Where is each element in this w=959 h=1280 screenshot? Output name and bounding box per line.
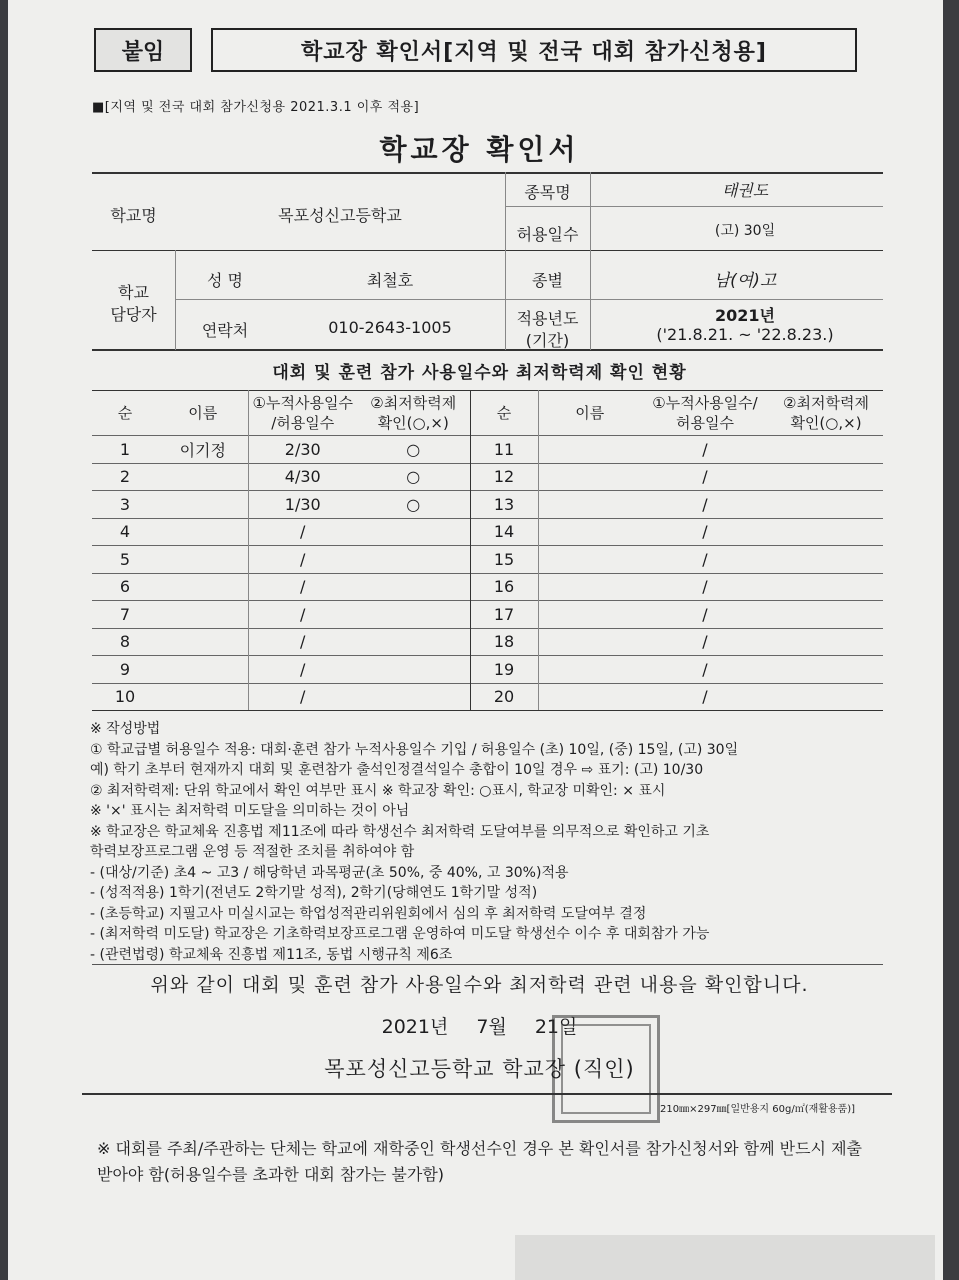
- row-days: 2/30: [248, 436, 357, 464]
- year-label-line1: 적용년도: [516, 309, 579, 328]
- row-name: 이기정: [158, 436, 248, 464]
- table-row: [92, 491, 883, 519]
- row-days-right: /: [641, 436, 769, 464]
- row-days: /: [248, 518, 357, 546]
- row-check-right: [769, 463, 883, 491]
- instruction-line: - (대상/기준) 초4 ~ 고3 / 해당학년 과목평균(초 50%, 중 40%, 고 30%)적용: [90, 864, 569, 881]
- instruction-line: 예) 학기 초부터 현재까지 대회 및 훈련참가 출석인정결석일수 총합이 10일 경우 ⇨ 표기: (고) 10/30: [90, 762, 704, 778]
- row-name: [158, 546, 248, 574]
- row-check: [357, 601, 470, 629]
- header-no-right: 순: [470, 391, 538, 436]
- applicability-note: ■[지역 및 전국 대회 참가신청용 2021.3.1 이후 적용]: [92, 100, 420, 115]
- header-days: [248, 391, 357, 436]
- contact-label: 연락처: [201, 321, 249, 340]
- row-no-right: 20: [470, 683, 538, 711]
- row-check: ○: [357, 463, 470, 491]
- table-row: [92, 463, 883, 491]
- row-no-right: 17: [470, 601, 538, 629]
- table-header-row: [92, 391, 883, 436]
- row-no-right: 18: [470, 628, 538, 656]
- manager-label-line1: 학교: [118, 283, 149, 302]
- school-label: 학교명: [110, 206, 157, 225]
- confirmation-statement: 위와 같이 대회 및 훈련 참가 사용일수와 최저학력 관련 내용을 확인합니다.: [150, 974, 809, 996]
- row-no-right: 15: [470, 546, 538, 574]
- row-no: 3: [92, 491, 158, 519]
- row-check-right: [769, 656, 883, 684]
- row-check-right: [769, 436, 883, 464]
- row-check: [357, 546, 470, 574]
- row-no-right: 11: [470, 436, 538, 464]
- table-row: [92, 628, 883, 656]
- row-name-right: [538, 683, 641, 711]
- row-days-right: /: [641, 601, 769, 629]
- row-no: 4: [92, 518, 158, 546]
- gender-label: 종별: [532, 271, 563, 290]
- name-value: 최철호: [366, 271, 414, 290]
- row-no: 9: [92, 656, 158, 684]
- instruction-line: ② 최저학력제: 단위 학교에서 확인 여부만 표시 ※ 학교장 확인: ○표시, 학교장 미확인: × 표시: [90, 782, 666, 799]
- info-contact-divider: [175, 299, 883, 300]
- row-name: [158, 656, 248, 684]
- header-days-right-line1: ①누적사용일수/: [652, 394, 758, 412]
- header-days-right-line2: 허용일수: [676, 414, 734, 432]
- allowed-days-label: 허용일수: [516, 225, 579, 244]
- instructions: [90, 719, 890, 965]
- row-name-right: [538, 573, 641, 601]
- row-check-right: [769, 683, 883, 711]
- row-check: [357, 656, 470, 684]
- row-no-right: 14: [470, 518, 538, 546]
- row-check-right: [769, 628, 883, 656]
- row-check: ○: [357, 491, 470, 519]
- manager-label-line2: 담당자: [110, 305, 157, 324]
- row-check-right: [769, 546, 883, 574]
- row-days-right: /: [641, 656, 769, 684]
- gender-value: 남(여)고: [713, 271, 777, 291]
- row-check: [357, 518, 470, 546]
- row-days-right: /: [641, 546, 769, 574]
- row-name-right: [538, 628, 641, 656]
- notes-divider: [92, 964, 883, 965]
- row-no: 1: [92, 436, 158, 464]
- instruction-line: 학력보장프로그램 운영 등 적절한 조치를 취하여야 함: [90, 844, 415, 860]
- row-name: [158, 683, 248, 711]
- row-name: [158, 518, 248, 546]
- header-name-right: 이름: [538, 391, 641, 436]
- row-no: 7: [92, 601, 158, 629]
- header-title: 학교장 확인서[지역 및 전국 대회 참가신청용]: [301, 39, 767, 65]
- row-check-right: [769, 601, 883, 629]
- row-no: 8: [92, 628, 158, 656]
- row-no: 5: [92, 546, 158, 574]
- row-name-right: [538, 546, 641, 574]
- table-row: [92, 601, 883, 629]
- sport-label: 종목명: [524, 183, 571, 202]
- row-check-right: [769, 573, 883, 601]
- row-check: [357, 573, 470, 601]
- instruction-line: - (관련법령) 학교체육 진흥법 제11조, 동법 시행규칙 제6조: [90, 946, 453, 963]
- header-minimum-right-line2: 확인(○,×): [790, 414, 862, 432]
- allowed-days-value: (고) 30일: [714, 223, 776, 239]
- row-days-right: /: [641, 683, 769, 711]
- instruction-line: ※ 작성방법: [90, 721, 161, 737]
- info-bottom-border: [92, 349, 883, 351]
- header-minimum-line2: 확인(○,×): [377, 414, 449, 432]
- row-days: /: [248, 601, 357, 629]
- sport-value: 태권도: [721, 181, 769, 200]
- row-name: [158, 601, 248, 629]
- row-name-right: [538, 463, 641, 491]
- attachment-tag: [94, 28, 192, 72]
- row-days: /: [248, 573, 357, 601]
- table-row: [92, 518, 883, 546]
- year-value: 2021년: [715, 306, 775, 325]
- row-days: /: [248, 628, 357, 656]
- header-minimum-right-line1: ②최저학력제: [783, 394, 869, 412]
- row-check-right: [769, 491, 883, 519]
- table-row: [92, 656, 883, 684]
- row-name: [158, 491, 248, 519]
- header-minimum-right: [769, 391, 883, 436]
- row-name: [158, 463, 248, 491]
- contact-value: 010-2643-1005: [328, 318, 452, 337]
- table-row: [92, 436, 883, 464]
- row-days-right: /: [641, 518, 769, 546]
- row-name: [158, 573, 248, 601]
- row-days: /: [248, 683, 357, 711]
- section-title: 대회 및 훈련 참가 사용일수와 최저학력제 확인 현황: [272, 363, 687, 383]
- row-name-right: [538, 656, 641, 684]
- header-days-line2: /허용일수: [271, 414, 335, 432]
- header-no: 순: [92, 391, 158, 436]
- row-no-right: 12: [470, 463, 538, 491]
- header-minimum-line1: ②최저학력제: [370, 394, 457, 412]
- signer-line: 목포성신고등학교 학교장 (직인): [324, 1057, 635, 1081]
- info-label-vline: [590, 172, 591, 350]
- header-minimum: [357, 391, 470, 436]
- instruction-line: - (최저학력 미도달) 학교장은 기초학력보장프로그램 운영하여 미도달 학생선수 이수 후 대회참가 가능: [90, 926, 710, 942]
- row-name: [158, 628, 248, 656]
- paper-spec: 210㎜×297㎜[일반용지 60g/㎡(재활용품)]: [660, 1104, 856, 1115]
- instruction-line: ※ 학교장은 학교체육 진흥법 제11조에 따라 학생선수 최저학력 도달여부를 의무적으로 확인하고 기초: [90, 823, 710, 840]
- header-days-line1: ①누적사용일수: [252, 394, 353, 412]
- table-row: [92, 573, 883, 601]
- instruction-line: - (성적적용) 1학기(전년도 2학기말 성적), 2학기(당해연도 1학기말 성적): [90, 885, 538, 901]
- row-days-right: /: [641, 463, 769, 491]
- school-value: 목포성신고등학교: [278, 206, 402, 225]
- row-days-right: /: [641, 628, 769, 656]
- info-sport-divider: [505, 206, 883, 207]
- header-name: 이름: [158, 391, 248, 436]
- row-days: 1/30: [248, 491, 357, 519]
- row-check: ○: [357, 436, 470, 464]
- row-check-right: [769, 518, 883, 546]
- attachment-tag-label: 붙임: [121, 39, 165, 65]
- info-mid-border: [92, 250, 883, 251]
- row-no: 2: [92, 463, 158, 491]
- signature-divider: [82, 1093, 892, 1095]
- row-name-right: [538, 518, 641, 546]
- row-days-right: /: [641, 573, 769, 601]
- row-name-right: [538, 436, 641, 464]
- row-no: 6: [92, 573, 158, 601]
- row-check: [357, 683, 470, 711]
- status-table: [92, 390, 883, 711]
- row-days-right: /: [641, 491, 769, 519]
- row-no-right: 16: [470, 573, 538, 601]
- header-days-right: [641, 391, 769, 436]
- row-days: /: [248, 656, 357, 684]
- row-check: [357, 628, 470, 656]
- name-label: 성 명: [207, 271, 243, 290]
- info-top-border: [92, 172, 883, 174]
- row-no-right: 13: [470, 491, 538, 519]
- paper-edge: [515, 1235, 935, 1280]
- row-no: 10: [92, 683, 158, 711]
- row-name-right: [538, 491, 641, 519]
- instruction-line: - (초등학교) 지필고사 미실시교는 학업성적관리위원회에서 심의 후 최저학력 도달여부 결정: [90, 905, 647, 922]
- instruction-line: ※ '×' 표시는 최저학력 미도달을 의미하는 것이 아님: [90, 803, 410, 819]
- row-days: /: [248, 546, 357, 574]
- period-value: ('21.8.21. ~ '22.8.23.): [656, 325, 834, 344]
- document-title: 학교장 확인서: [379, 133, 580, 166]
- row-days: 4/30: [248, 463, 357, 491]
- table-row: [92, 546, 883, 574]
- row-no-right: 19: [470, 656, 538, 684]
- row-name-right: [538, 601, 641, 629]
- footer-note: ※ 대회를 주최/주관하는 단체는 학교에 재학중인 학생선수인 경우 본 확인서를 참가신청서와 함께 반드시 제출받아야 함(허용일수를 초과한 대회 참가는 불가함): [97, 1139, 862, 1184]
- confirmation-date: 2021년 7월 21일: [381, 1016, 578, 1038]
- header-title-box: [211, 28, 857, 72]
- year-label-line2: (기간): [525, 331, 570, 350]
- table-row: [92, 683, 883, 711]
- instruction-line: ① 학교급별 허용일수 적용: 대회·훈련 참가 누적사용일수 기입 / 허용일수 (초) 10일, (중) 15일, (고) 30일: [90, 741, 739, 758]
- info-manager-vline: [175, 250, 176, 350]
